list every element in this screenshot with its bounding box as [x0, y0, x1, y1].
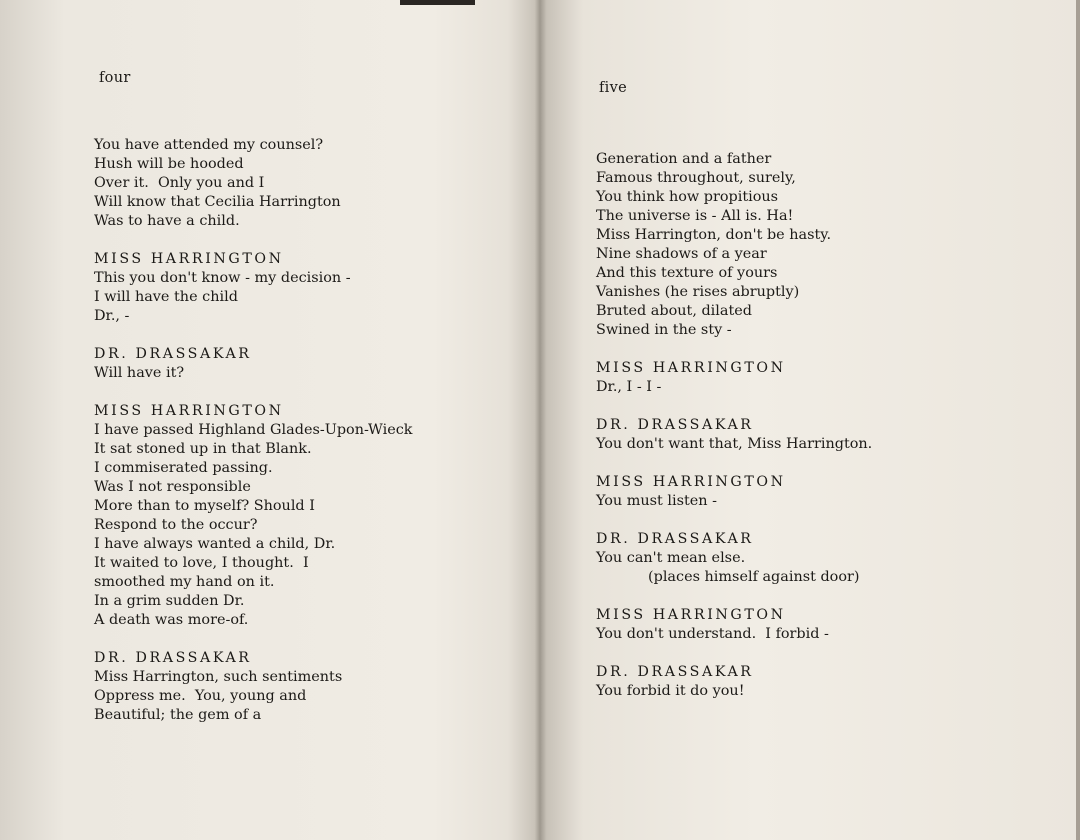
speaker-name: MISS HARRINGTON: [94, 403, 284, 419]
verse-line: And this texture of yours: [596, 265, 778, 281]
left-page-folio: four: [99, 70, 131, 86]
verse-line: Nine shadows of a year: [596, 246, 767, 262]
verse-line: (places himself against door): [648, 569, 860, 585]
verse-line: Famous throughout, surely,: [596, 170, 796, 186]
page-edge: [1076, 0, 1080, 840]
verse-line: Hush will be hooded: [94, 156, 244, 172]
speaker-name: DR. DRASSAKAR: [94, 650, 252, 666]
verse-line: Miss Harrington, such sentiments: [94, 669, 343, 685]
speaker-name: MISS HARRINGTON: [596, 474, 786, 490]
verse-line: Dr., -: [94, 308, 130, 324]
dialogue-block: [94, 402, 514, 630]
verse-line: You must listen -: [596, 493, 718, 509]
speaker-name: DR. DRASSAKAR: [596, 531, 754, 547]
verse-line: I commiserated passing.: [94, 460, 273, 476]
verse-line: You forbid it do you!: [596, 683, 745, 699]
dialogue-block: [596, 359, 1066, 397]
dialogue-block: [94, 345, 514, 383]
speaker-name: DR. DRASSAKAR: [596, 664, 754, 680]
verse-line: I will have the child: [94, 289, 238, 305]
dialogue-block: [596, 663, 1066, 701]
verse-line: Bruted about, dilated: [596, 303, 752, 319]
verse-line: Miss Harrington, don't be hasty.: [596, 227, 832, 243]
verse-line: You think how propitious: [596, 189, 779, 205]
verse-line: Will know that Cecilia Harrington: [94, 194, 341, 210]
verse-line: It waited to love, I thought. I: [94, 555, 309, 571]
right-page: [542, 0, 1080, 840]
verse-line: Respond to the occur?: [94, 517, 258, 533]
verse-line: You don't understand. I forbid -: [596, 626, 829, 642]
right-page-text: [596, 150, 1066, 720]
verse-line: Was to have a child.: [94, 213, 240, 229]
dialogue-block: [596, 530, 1066, 587]
verse-line: Over it. Only you and I: [94, 175, 265, 191]
dialogue-block: [94, 250, 514, 326]
speaker-name: DR. DRASSAKAR: [94, 346, 252, 362]
speaker-name: MISS HARRINGTON: [596, 360, 786, 376]
verse-line: Swined in the sty -: [596, 322, 732, 338]
verse-line: More than to myself? Should I: [94, 498, 315, 514]
verse-line: A death was more-of.: [94, 612, 249, 628]
verse-line: I have passed Highland Glades-Upon-Wieck: [94, 422, 413, 438]
verse-line: It sat stoned up in that Blank.: [94, 441, 312, 457]
verse-line: The universe is - All is. Ha!: [596, 208, 794, 224]
speaker-name: MISS HARRINGTON: [94, 251, 284, 267]
verse-line: Beautiful; the gem of a: [94, 707, 262, 723]
dialogue-block: [596, 606, 1066, 644]
left-page: [0, 0, 538, 840]
verse-line: Vanishes (he rises abruptly): [596, 284, 800, 300]
verse-line: You have attended my counsel?: [94, 137, 324, 153]
dialogue-block: [596, 473, 1066, 511]
dialogue-block: [94, 136, 514, 231]
verse-line: Oppress me. You, young and: [94, 688, 307, 704]
verse-line: You don't want that, Miss Harrington.: [596, 436, 873, 452]
verse-line: This you don't know - my decision -: [94, 270, 351, 286]
dialogue-block: [94, 649, 514, 725]
dialogue-block: [596, 416, 1066, 454]
speaker-name: MISS HARRINGTON: [596, 607, 786, 623]
verse-line: I have always wanted a child, Dr.: [94, 536, 336, 552]
right-page-folio: five: [599, 80, 627, 96]
verse-line: In a grim sudden Dr.: [94, 593, 245, 609]
verse-line: Dr., I - I -: [596, 379, 662, 395]
left-page-text: [94, 136, 514, 744]
verse-line: You can't mean else.: [596, 550, 746, 566]
dialogue-block: [596, 150, 1066, 340]
speaker-name: DR. DRASSAKAR: [596, 417, 754, 433]
verse-line: Will have it?: [94, 365, 185, 381]
verse-line: Was I not responsible: [94, 479, 251, 495]
verse-line: smoothed my hand on it.: [94, 574, 275, 590]
verse-line: Generation and a father: [596, 151, 772, 167]
